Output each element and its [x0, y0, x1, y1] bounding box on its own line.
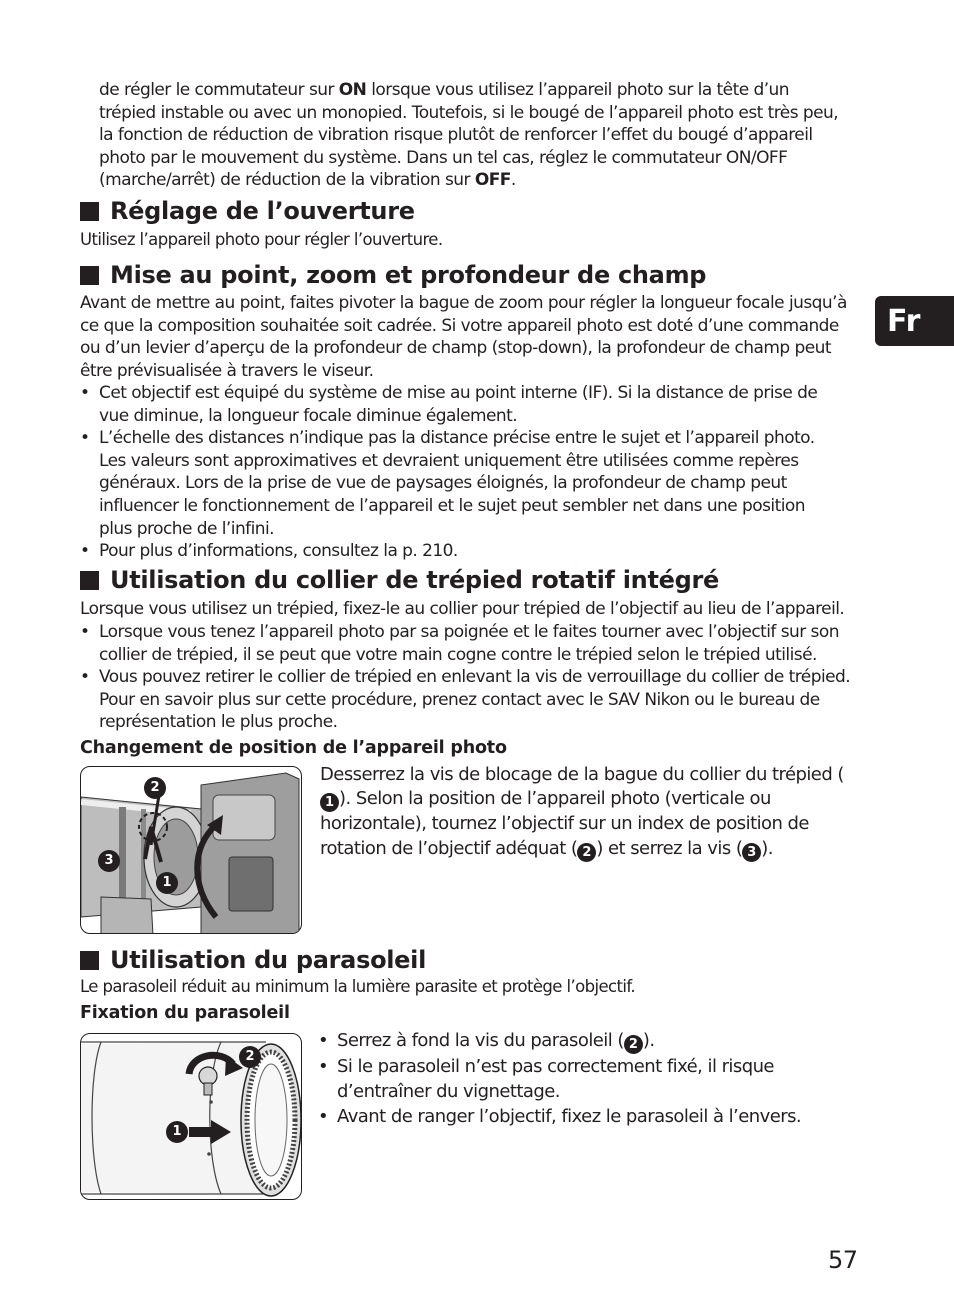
hood-bullet-1-text: Serrez à fond la vis du parasoleil (: [337, 1030, 624, 1051]
callout-3-icon: 3: [98, 850, 120, 872]
tripod-subheading: Changement de position de l’appareil photo: [80, 738, 507, 758]
step-2-icon: 2: [577, 843, 596, 862]
intro-text-end: .: [510, 170, 516, 191]
tripod-bullets: [80, 621, 870, 734]
tripod-desc-1: Desserrez la vis de blocage de la bague du collier du trépied (: [320, 764, 844, 785]
step-1-icon: 1: [320, 793, 339, 812]
language-tab: Fr: [875, 296, 954, 346]
list-item: • L’échelle des distances n’indique pas la distance précise entre le sujet et l’appareil photo. Les valeurs sont approximatives et devraient uniquement être utilisées comme repères généraux. Lors de la prise de vue de paysages éloignés, la profondeur de champ peut influencer le fonctionnement de l’appareil et le sujet peut sembler net dans une position plus proche de l’infini.: [80, 427, 840, 540]
list-item: • Pour plus d’informations, consultez la p. 210.: [80, 540, 840, 563]
heading-square-icon: [80, 266, 99, 285]
on-label: ON: [338, 80, 367, 100]
tripod-description: [320, 763, 850, 862]
focus-heading-text: Mise au point, zoom et profondeur de champ: [110, 261, 707, 289]
focus-text: Avant de mettre au point, faites pivoter la bague de zoom pour régler la longueur focale jusqu’à ce que la composition souhaitée soit cadrée. Si votre appareil photo est doté d’une commande ou d’un levier d’aperçu de la profondeur de champ (stop-down), la profondeur de champ peut être prévisualisée à travers le viseur.: [80, 293, 847, 381]
step-2-icon: 2: [624, 1035, 643, 1054]
callout-2-icon: 2: [239, 1046, 261, 1068]
off-label: OFF: [474, 170, 511, 191]
tripod-desc-2: ). Selon la position de l’appareil photo (verticale ou horizontale), tournez l’objectif sur un index de position de rotation de l’objectif adéquat (: [320, 788, 809, 859]
tripod-desc-3: ) et serrez la vis (: [596, 837, 743, 859]
tripod-collar-figure: [80, 766, 302, 934]
lens-hood-illustration: [81, 1034, 302, 1200]
intro-text-2: lorsque vous utilisez l’appareil photo sur la tête d’un trépied instable ou avec un monopied. Toutefois, si le bougé de l’appareil photo est très peu, la fonction de réduction de vibration risque plutôt de renforcer l’effet du bougé d’appareil photo par le mouvement du système. Dans un tel cas, réglez le commutateur ON/OFF (marche/arrêt) de réduction de la vibration sur: [99, 80, 839, 191]
hood-bullets: [318, 1028, 858, 1129]
list-item: • Vous pouvez retirer le collier de trépied en enlevant la vis de verrouillage du collier de trépied. Pour en savoir plus sur cette procédure, prenez contact avec le SAV Nikon ou le bureau de représentation le plus proche.: [80, 666, 870, 734]
tripod-heading-text: Utilisation du collier de trépied rotatif intégré: [110, 566, 719, 594]
callout-2-icon: 2: [144, 777, 166, 799]
aperture-text: Utilisez l’appareil photo pour régler l’ouverture.: [80, 230, 443, 249]
callout-1-icon: 1: [156, 872, 178, 894]
tripod-heading: [80, 566, 719, 594]
aperture-heading-text: Réglage de l’ouverture: [110, 197, 415, 225]
heading-square-icon: [80, 202, 99, 221]
list-item: [318, 1028, 858, 1054]
callout-1-icon: 1: [166, 1121, 188, 1143]
list-item: • Si le parasoleil n’est pas correctement fixé, il risque d’entraîner du vignettage.: [318, 1054, 858, 1104]
aperture-heading: [80, 197, 415, 225]
hood-heading: [80, 946, 426, 974]
heading-square-icon: [80, 571, 99, 590]
list-item: • Avant de ranger l’objectif, fixez le parasoleil à l’envers.: [318, 1104, 858, 1129]
page-number: 57: [828, 1246, 858, 1274]
focus-heading: [80, 261, 706, 289]
tripod-desc-4: ).: [761, 837, 773, 859]
tripod-text: Lorsque vous utilisez un trépied, fixez-le au collier pour trépied de l’objectif au lieu de l’appareil.: [80, 599, 845, 619]
step-3-icon: 3: [742, 843, 761, 862]
list-item: • Lorsque vous tenez l’appareil photo par sa poignée et le faites tourner avec l’objectif sur son collier de trépied, il se peut que votre main cogne contre le trépied selon le trépied utilisé.: [80, 621, 870, 666]
list-item: • Cet objectif est équipé du système de mise au point interne (IF). Si la distance de prise de vue diminue, la longueur focale diminue également.: [80, 382, 840, 427]
hood-subheading: Fixation du parasoleil: [80, 1003, 290, 1023]
focus-bullets: [80, 382, 840, 563]
heading-square-icon: [80, 951, 99, 970]
intro-text-1: de régler le commutateur sur: [99, 80, 339, 100]
lens-hood-figure: [80, 1033, 302, 1200]
intro-paragraph: [99, 79, 839, 192]
hood-heading-text: Utilisation du parasoleil: [110, 946, 427, 974]
hood-text: Le parasoleil réduit au minimum la lumière parasite et protège l’objectif.: [80, 977, 635, 996]
hood-bullet-1-end: ).: [642, 1030, 655, 1051]
